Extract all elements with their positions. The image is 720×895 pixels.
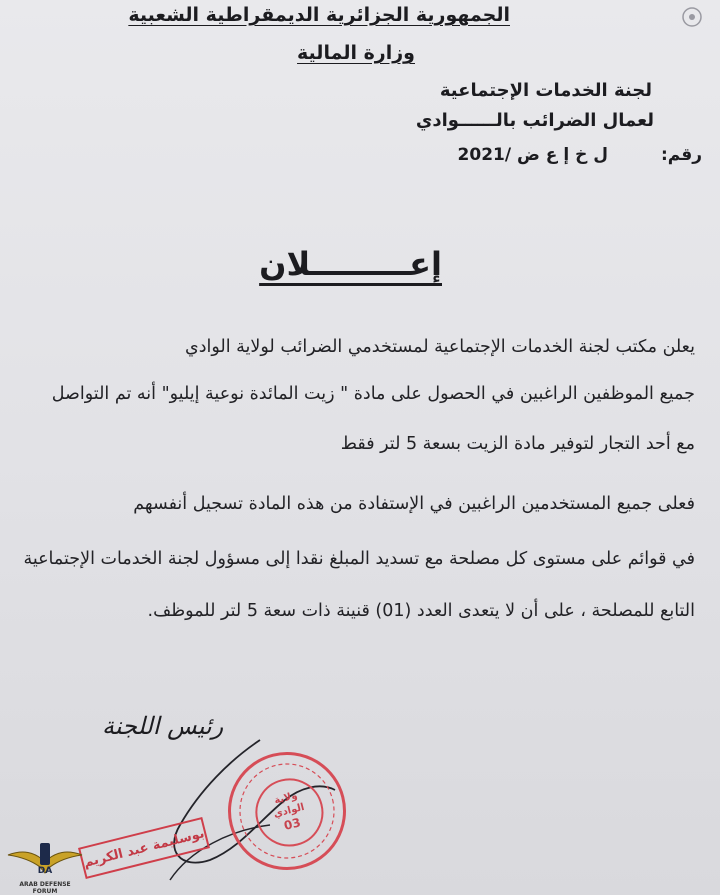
paragraph2-line3: التابع للمصلحة ، على أن لا يتعدى العدد (01) قنينة ذات سعة 5 لتر للموظف. [147, 601, 695, 621]
committee-subtitle: لعمال الضرائب بالــــــوادي [415, 110, 654, 131]
header-republic: الجمهورية الجزائرية الديمقراطية الشعبية [128, 4, 510, 26]
svg-text:DA: DA [37, 866, 53, 876]
header-ministry: وزارة المالية [297, 42, 415, 64]
name-stamp: بوسليمة عبد الكريم [78, 817, 210, 879]
paragraph2-line2: في قوائم على مستوى كل مصلحة مع تسديد المبلغ نقدا إلى مسؤول لجنة الخدمات الإجتماعية [23, 549, 695, 569]
committee-name: لجنة الخدمات الإجتماعية [439, 80, 652, 101]
signature-label: رئيس اللجنة [102, 712, 224, 740]
document-title: إعـــــــــلان [259, 245, 442, 283]
reference-value: ل خ إ ع ض /2021 [457, 145, 608, 165]
corner-mark-icon [681, 6, 703, 33]
reference-label: رقم: [660, 145, 702, 165]
stamp-inner-top: ولاية [273, 790, 299, 807]
stamp-inner-bottom: الوادي [272, 802, 306, 821]
watermark-text: ARAB DEFENSE FORUM [19, 881, 71, 895]
paragraph1-line1: يعلن مكتب لجنة الخدمات الإجتماعية لمستخدمي الضرائب لولاية الوادي [185, 337, 695, 357]
paragraph1-line2: جميع الموظفين الراغبين في الحصول على مادة " زيت المائدة نوعية إيليو" أنه تم التواصل [51, 384, 695, 404]
stamp-number: 03 [282, 815, 303, 834]
forum-logo [6, 833, 84, 895]
paragraph2-line1: فعلى جميع المستخدمين الراغبين في الإستفادة من هذه المادة تسجيل أنفسهم [133, 494, 695, 514]
forum-logo-icon [6, 833, 84, 883]
paragraph1-line3: مع أحد التجار لتوفير مادة الزيت بسعة 5 لتر فقط [340, 434, 695, 454]
